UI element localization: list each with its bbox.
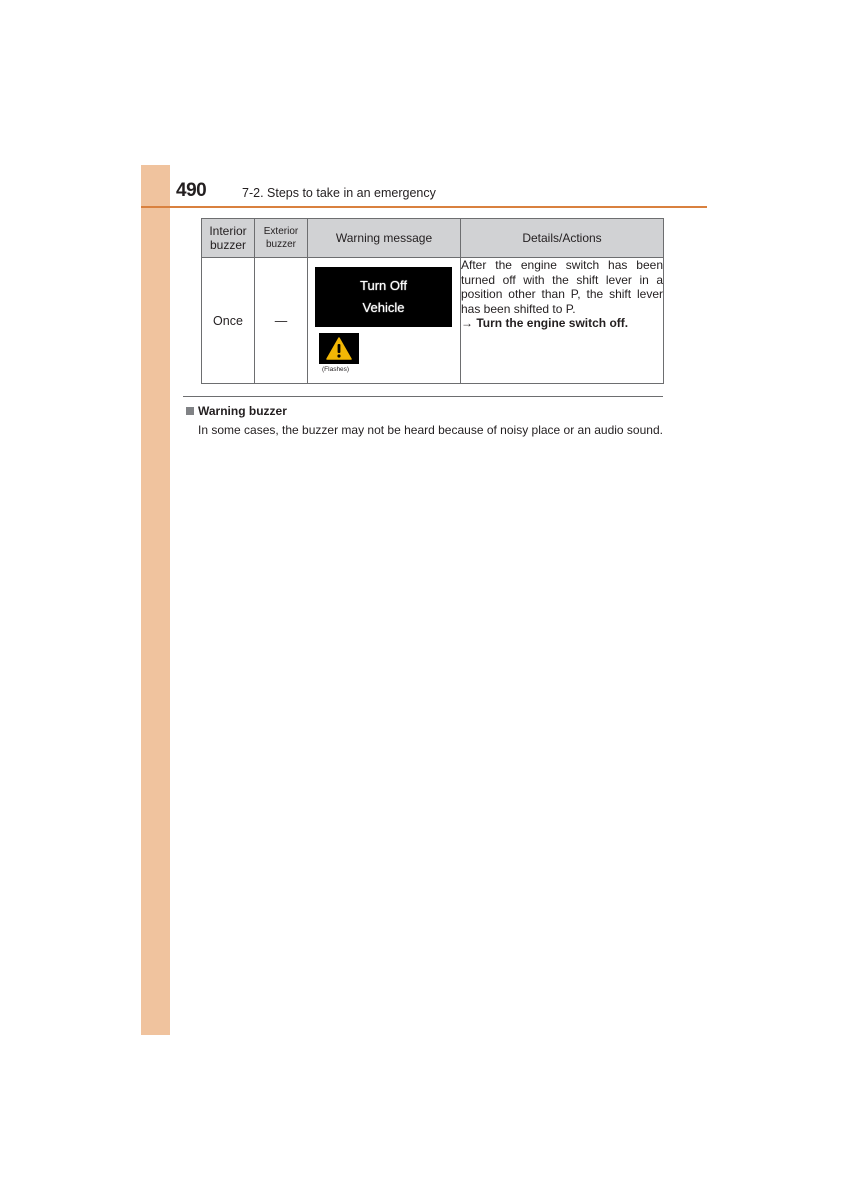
side-chapter-tab (141, 165, 170, 1035)
table-header-row (202, 219, 664, 258)
square-bullet-icon (186, 407, 194, 415)
note-title: Warning buzzer (198, 404, 287, 418)
col-exterior-buzzer: Exterior buzzer (255, 219, 308, 258)
message-line-2: Vehicle (362, 300, 405, 315)
note-heading (186, 404, 287, 418)
cell-exterior-buzzer: — (255, 258, 308, 384)
message-display (315, 267, 452, 327)
flashes-label: (Flashes) (322, 366, 350, 373)
col-details-actions: Details/Actions (461, 219, 664, 258)
section-title: 7-2. Steps to take in an emergency (242, 186, 436, 200)
message-line-1: Turn Off (360, 278, 407, 293)
page-number: 490 (176, 180, 207, 201)
note-body: In some cases, the buzzer may not be heard because of noisy place or an audio sound. (198, 423, 663, 437)
action-text: → Turn the engine switch off. (461, 316, 629, 330)
details-text: After the engine switch has been turned off with the shift lever in a position other than P, the shift lever has been shifted to P. (461, 258, 663, 316)
cell-details-actions (461, 258, 664, 384)
cell-interior-buzzer: Once (202, 258, 255, 384)
warning-table (201, 218, 664, 384)
header-rule (141, 206, 707, 208)
col-interior-buzzer: Interior buzzer (202, 219, 255, 258)
warning-triangle-icon (319, 333, 359, 364)
section-divider (183, 396, 663, 397)
col-warning-message: Warning message (308, 219, 461, 258)
cell-warning-message (308, 258, 461, 384)
table-row (202, 258, 664, 384)
